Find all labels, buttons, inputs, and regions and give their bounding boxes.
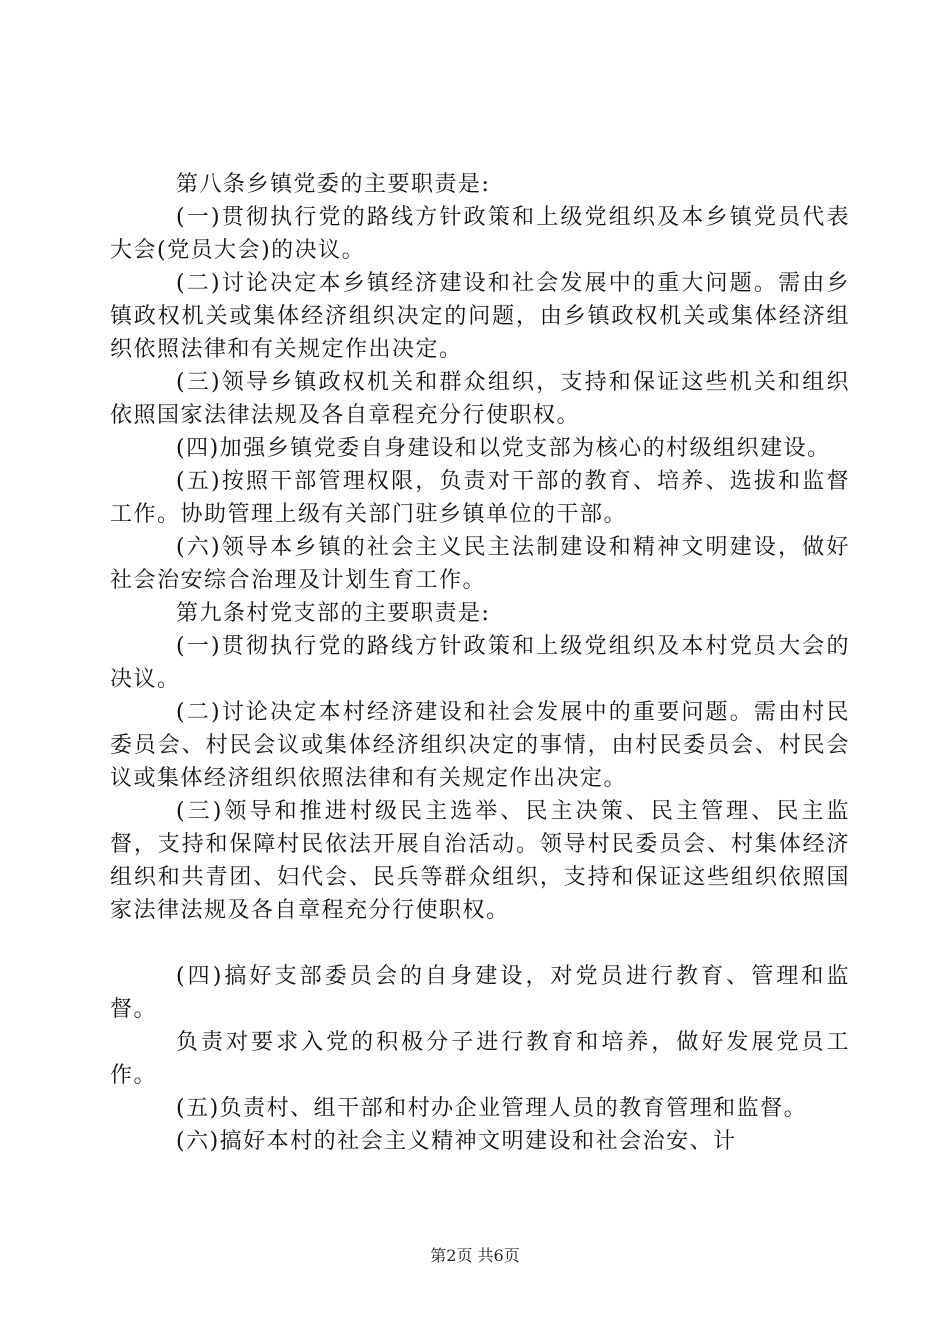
article-8-item-6: (六)领导本乡镇的社会主义民主法制建设和精神文明建设，做好社会治安综合治理及计划生育工作。	[110, 535, 850, 593]
document-body	[110, 168, 850, 1158]
article-8-item-5: (五)按照干部管理权限，负责对干部的教育、培养、选拔和监督工作。协助管理上级有关部门驻乡镇单位的干部。	[110, 469, 850, 527]
article-8-heading: 第八条乡镇党委的主要职责是:	[176, 172, 491, 197]
article-9-heading: 第九条村党支部的主要职责是:	[176, 601, 491, 626]
article-9-item-4-continued: 负责对要求入党的积极分子进行教育和培养，做好发展党员工作。	[110, 1030, 850, 1088]
article-9-item-6: (六)搞好本村的社会主义精神文明建设和社会治安、计	[176, 1129, 737, 1154]
article-8-item-3: (三)领导乡镇政权机关和群众组织，支持和保证这些机关和组织依照国家法律法规及各自章程充分行使职权。	[110, 370, 850, 428]
article-9-item-3: (三)领导和推进村级民主选举、民主决策、民主管理、民主监督，支持和保障村民依法开展自治活动。领导村民委员会、村集体经济组织和共青团、妇代会、民兵等群众组织，支持和保证这些组织依照国家法律法规及各自章程充分行使职权。	[110, 799, 850, 923]
article-9-item-4: (四)搞好支部委员会的自身建设，对党员进行教育、管理和监督。	[110, 964, 850, 1022]
article-8-item-4: (四)加强乡镇党委自身建设和以党支部为核心的村级组织建设。	[176, 436, 831, 461]
article-9-item-2: (二)讨论决定本村经济建设和社会发展中的重要问题。需由村民委员会、村民会议或集体经济组织决定的事情，由村民委员会、村民会议或集体经济组织依照法律和有关规定作出决定。	[110, 700, 850, 791]
article-9-item-1: (一)贯彻执行党的路线方针政策和上级党组织及本村党员大会的决议。	[110, 634, 850, 692]
article-8-item-2: (二)讨论决定本乡镇经济建设和社会发展中的重大问题。需由乡镇政权机关或集体经济组织决定的问题，由乡镇政权机关或集体经济组织依照法律和有关规定作出决定。	[110, 271, 850, 362]
article-8-item-1: (一)贯彻执行党的路线方针政策和上级党组织及本乡镇党员代表大会(党员大会)的决议。	[110, 205, 850, 263]
page-number-footer: 第2页 共6页	[430, 1246, 520, 1265]
article-9-item-5: (五)负责村、组干部和村办企业管理人员的教育管理和监督。	[176, 1096, 808, 1121]
